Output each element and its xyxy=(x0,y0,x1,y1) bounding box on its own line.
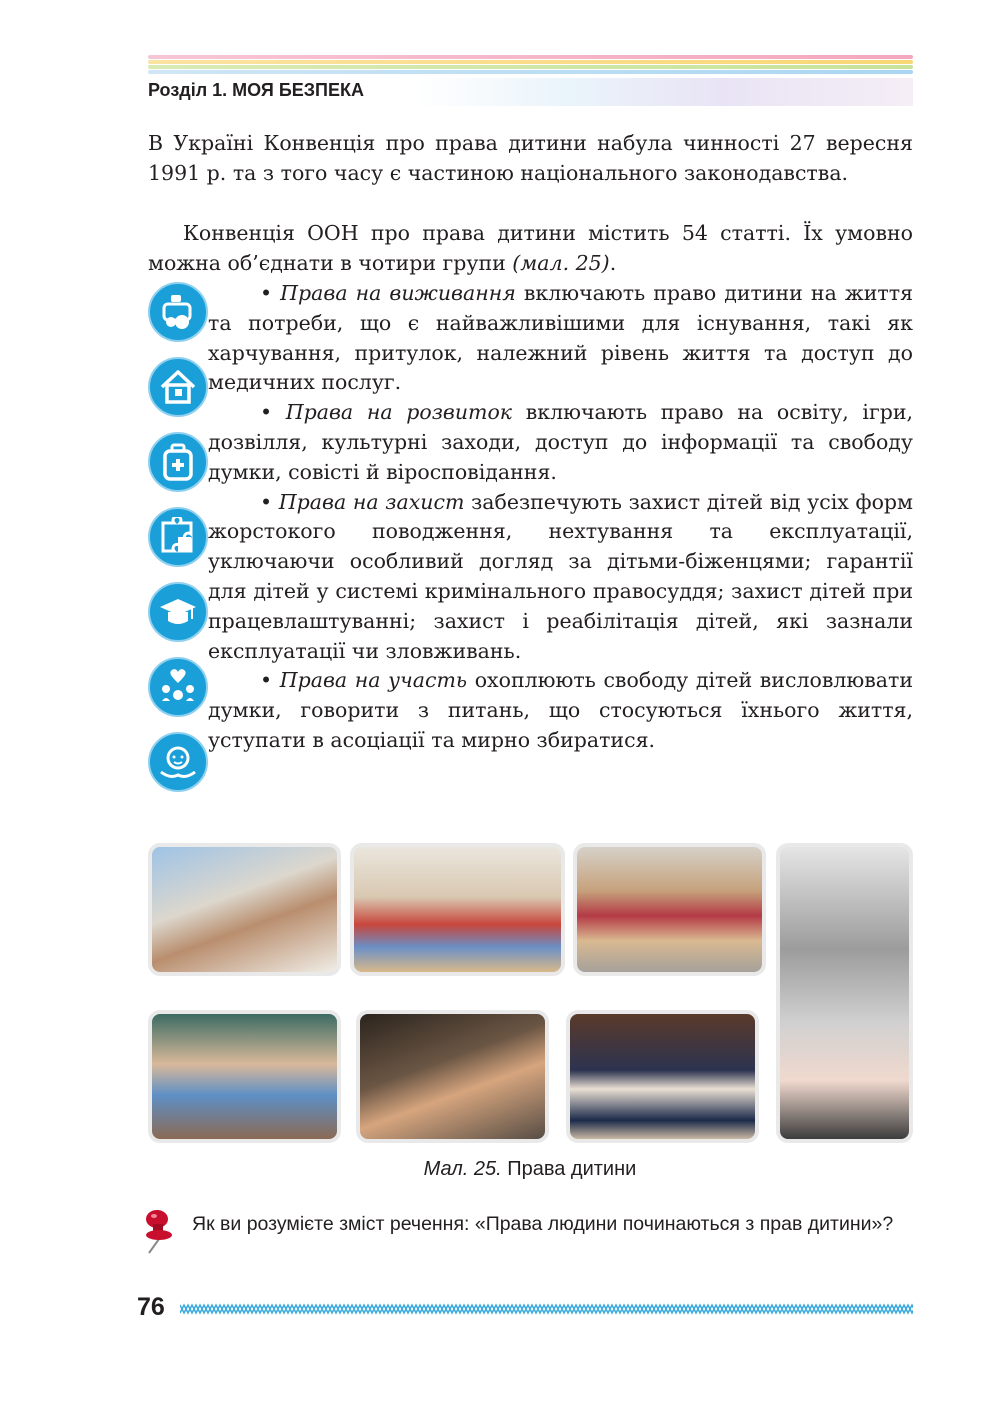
bullet: • xyxy=(260,668,280,693)
photo-child-room xyxy=(573,843,766,976)
figure-title: Права дитини xyxy=(501,1158,637,1180)
right-term: Права на розвиток xyxy=(285,400,513,425)
discussion-question: Як ви розумієте зміст речення: «Права людини починаються з прав дитини»? xyxy=(192,1213,894,1235)
right-survival xyxy=(208,279,913,398)
bullet: • xyxy=(260,281,281,305)
groups-paragraph xyxy=(148,219,913,279)
right-term: Права на участь xyxy=(279,668,468,693)
photo-children-debate xyxy=(566,1010,759,1143)
right-development xyxy=(208,398,913,487)
right-term: Права на захист xyxy=(278,489,465,514)
house-icon xyxy=(148,357,208,417)
rights-icons xyxy=(148,282,212,807)
figure-caption xyxy=(0,1158,992,1181)
photo-bullying xyxy=(148,1010,341,1143)
figure-label: Мал. 25. xyxy=(423,1158,502,1180)
right-description: включають право на освіту, ігри, дозвілля, культурні заходи, доступ до інформації та свободу думки, совісті й віросповідання. xyxy=(208,400,914,484)
photo-scared-child xyxy=(776,843,913,1143)
right-term: Права на виживання xyxy=(280,281,516,305)
page-number: 76 xyxy=(137,1293,165,1321)
bullet: • xyxy=(260,400,286,425)
right-description: забезпечують захист дітей від усіх форм жорстокого поводження, нехтування та експлуатації, уключаючи особливий догляд за дітьми-біженцями; гарантії для дітей у системі кримінального правосуддя; захист дітей при працевлаштуванні; захист і реабілітація дітей, які зазнали експлуатації чи зловживань. xyxy=(208,489,913,663)
push-pin-icon xyxy=(135,1207,185,1261)
bullet: • xyxy=(260,489,279,514)
decorative-stripes xyxy=(148,55,913,75)
right-participation xyxy=(208,666,913,755)
puzzle-icon xyxy=(148,507,208,567)
figure-reference: (мал. 25) xyxy=(512,250,610,275)
intro-paragraph: В Україні Конвенція про права дитини набула чинності 27 вересня 1991 р. та з того часу є частиною національного законодавства. xyxy=(148,131,913,185)
food-icon xyxy=(148,282,208,342)
graduation-cap-icon xyxy=(148,582,208,642)
rights-list xyxy=(208,279,913,756)
groups-text: Конвенція ООН про права дитини містить 54 статті. Їх умовно можна об’єднати в чотири групи xyxy=(148,221,913,275)
decorative-zigzag xyxy=(180,1301,913,1317)
section-title: Розділ 1. МОЯ БЕЗПЕКА xyxy=(148,80,364,100)
child-care-icon xyxy=(148,732,208,792)
photo-children-eating xyxy=(350,843,565,976)
right-description: охоплюють свободу дітей висловлювати думки, говорити з питань, що стосуються їхнього життя, уступати в асоціації та мирно збиратися. xyxy=(208,668,913,752)
photo-students-classroom xyxy=(148,843,341,976)
family-heart-icon xyxy=(148,657,208,717)
photo-sick-child xyxy=(356,1010,549,1143)
groups-end: . xyxy=(609,250,617,275)
medical-kit-icon xyxy=(148,432,208,492)
right-description: включають право дитини на життя та потреби, що є найважливішими для існування, такі як харчування, притулок, належний рівень життя та доступ до медичних послуг. xyxy=(208,281,913,395)
right-protection xyxy=(208,488,913,667)
